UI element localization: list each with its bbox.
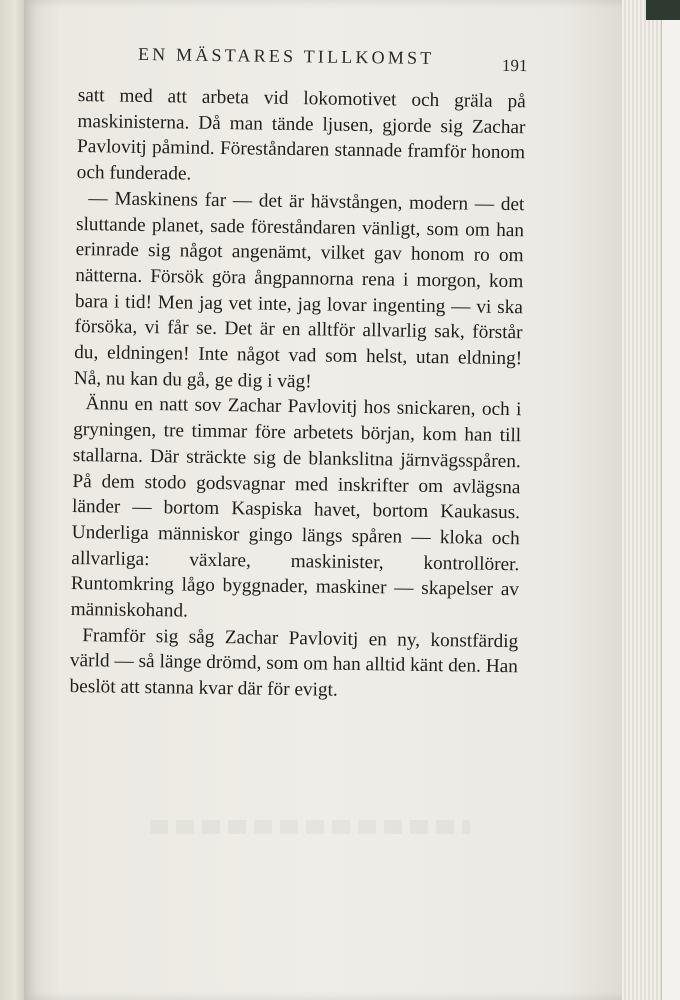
previous-page-edge xyxy=(0,0,26,1000)
paragraph-2: — Maskinens far — det är hävstången, modern — det sluttande planet, sade föreståndaren vänligt, som om han erinrade sig något angenämt, vilket gav honom ro om nätterna. Försök göra ångpannorna rena i morgon, kom bara i tid! Men jag vet inte, jag lovar ingenting — vi ska försöka, vi får se. Det är en alltför allvarlig sak, förstår du, eldningen! Inte något vad som helst, utan eldning! Nå, nu kan du gå, ge dig i väg! xyxy=(73,187,525,393)
paragraph-3: Ännu en natt sov Zachar Pavlovitj hos snickaren, och i gryningen, tre timmar före arbetets början, kom han till stallarna. Där sträckte sig de blankslitna järnvägsspåren. På dem stodo godsvagnar med inskrifter om avlägsna länder — bortom Kaspiska havet, bortom Kaukasus. Underliga människor gingo längs spåren — kloka och allvarliga: växlare, maskinister, kontrollörer. Runtomkring lågo byggnader, maskiner — skapelser av människohand. xyxy=(70,393,522,622)
outer-page-edge xyxy=(661,0,680,1000)
body-text xyxy=(69,83,526,706)
paragraph-4: Framför sig såg Zachar Pavlovitj en ny, konstfärdig värld — så länge drömd, som om han alltid känt den. Han beslöt att stanna kvar där för evigt. xyxy=(69,624,519,701)
page-number: 191 xyxy=(501,55,528,76)
paragraph-1: satt med att arbeta vid lokomotivet och gräla på maskinisterna. Då man tände ljusen, gjorde sig Zachar Pavlovitj påmind. Föreståndaren stannade framför honom och funderade. xyxy=(76,84,526,185)
book-cover-corner xyxy=(646,0,680,20)
page-stack-edges xyxy=(622,0,680,1000)
running-header: EN MÄSTARES TILLKOMST xyxy=(137,43,435,69)
show-through-text xyxy=(150,820,470,834)
